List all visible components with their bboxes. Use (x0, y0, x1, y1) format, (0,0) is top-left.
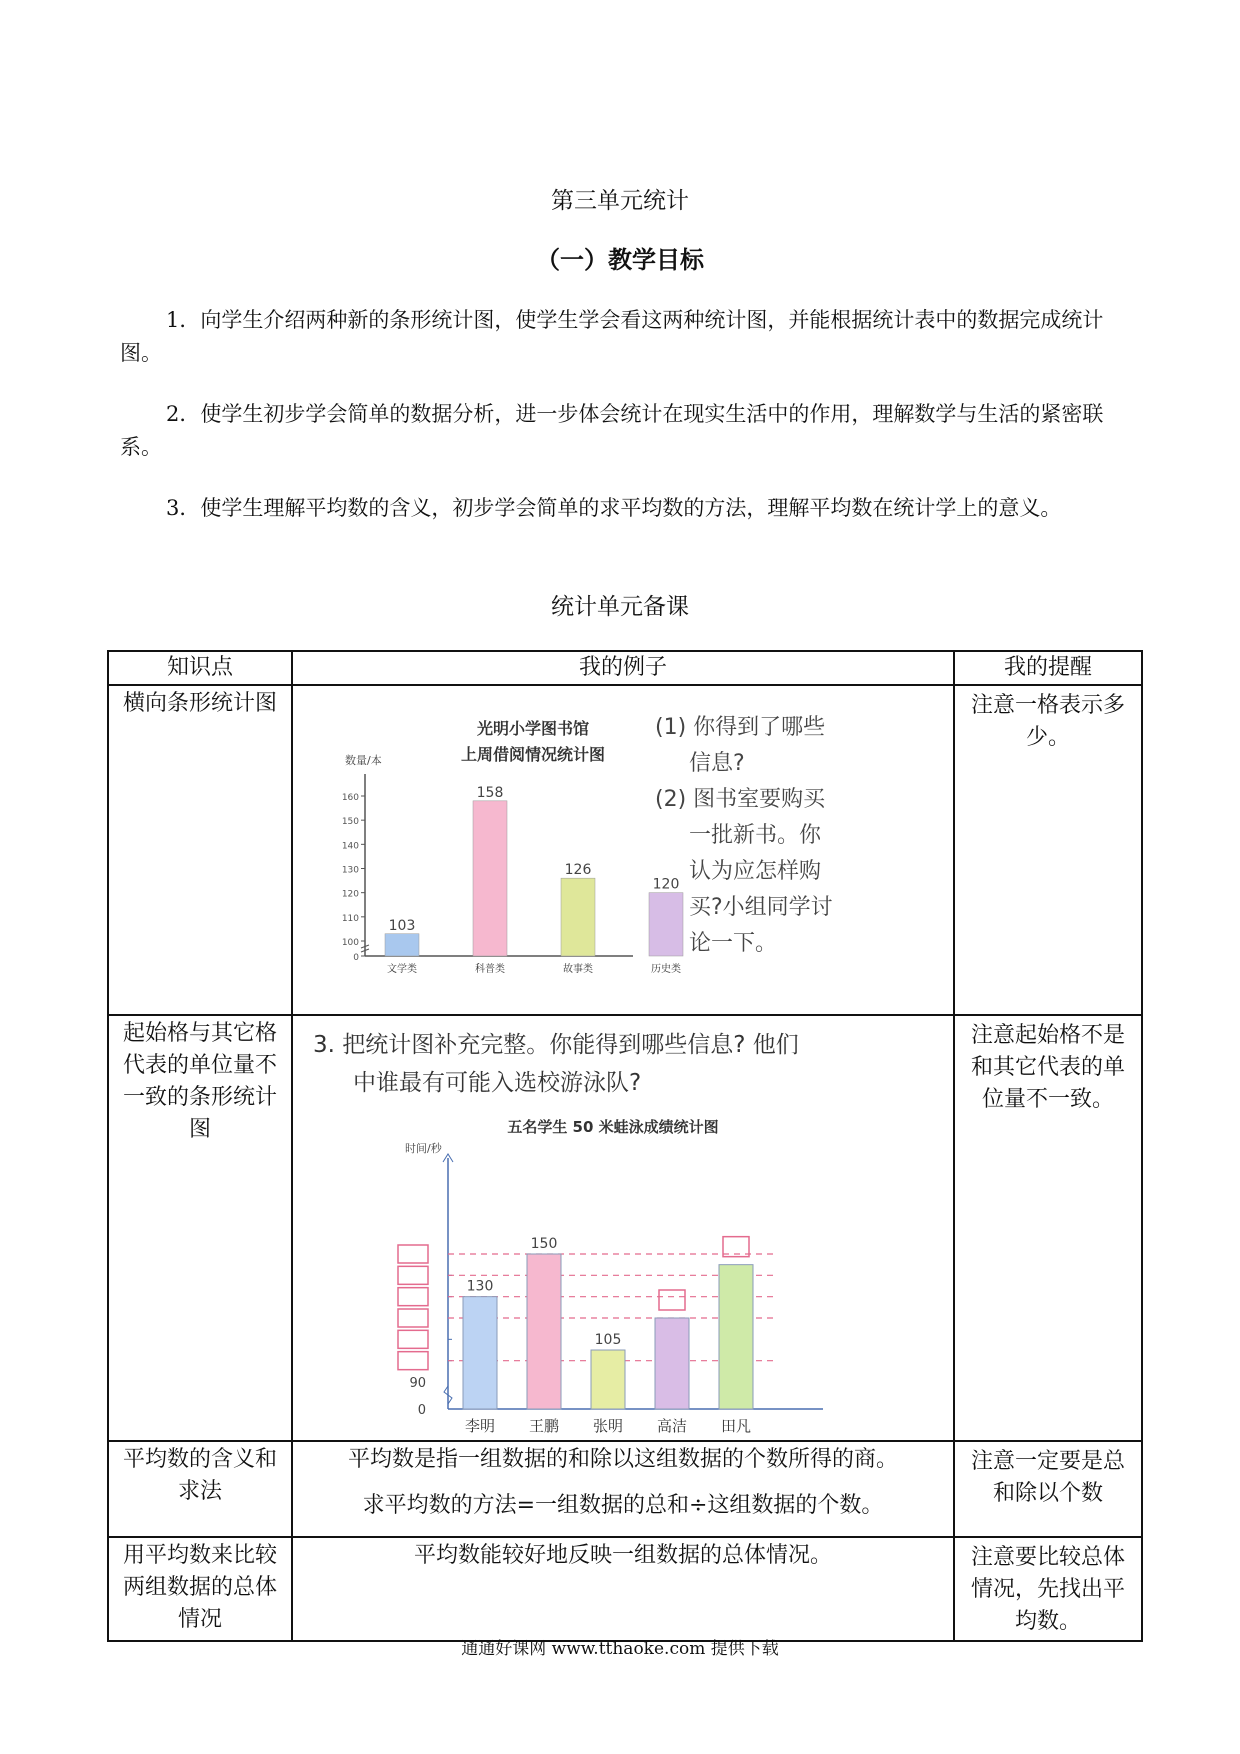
table-title: 统计单元备课 (551, 594, 689, 620)
objective-1: 1．向学生介绍两种新的条形统计图，使学生学会看这两种统计图，并能根据统计表中的数据完成统计图。 (120, 308, 1104, 365)
blank-tick-box (398, 1266, 428, 1284)
blank-tick-box (398, 1309, 428, 1327)
x-tick-label: 张明 (592, 1417, 624, 1435)
example-cell (292, 1441, 954, 1537)
y-tick-label: 140 (341, 841, 359, 852)
question-text: 买?小组同学讨 (689, 895, 833, 920)
data-label: 150 (530, 1236, 558, 1252)
blank-tick-box (398, 1330, 428, 1348)
y-tick-label: 130 (341, 865, 359, 876)
x-tick-label: 王鹏 (528, 1417, 560, 1435)
blank-value-box (659, 1290, 685, 1310)
question-text: 一批新书。你 (689, 823, 822, 848)
bar (655, 1318, 689, 1409)
y-tick-label: 100 (341, 938, 359, 948)
topic-cell: 横向条形统计图 (108, 685, 292, 1015)
average-definition: 平均数是指一组数据的和除以这组数据的个数所得的商。 (347, 1447, 898, 1472)
x-tick-label: 历史类 (651, 964, 681, 975)
tip-cell: 注意一格表示多少。 (954, 685, 1142, 1015)
table-row (108, 1015, 1142, 1441)
table-row (108, 1441, 1142, 1537)
bar (527, 1254, 561, 1409)
section-title: （一）教学目标 (536, 245, 704, 274)
table-header-row (108, 651, 1142, 685)
data-label: 126 (564, 862, 592, 879)
table-row (108, 685, 1142, 1015)
bar (649, 893, 683, 956)
y-tick-label: 0 (353, 953, 359, 963)
objective-3: 3．使学生理解平均数的含义，初步学会简单的求平均数的方法，理解平均数在统计学上的意义。 (166, 496, 1062, 520)
y-tick-label: 0 (417, 1403, 426, 1418)
topic-cell: 起始格与其它格代表的单位量不一致的条形统计图 (108, 1015, 292, 1441)
example-cell: 平均数能较好地反映一组数据的总体情况。 (292, 1537, 954, 1641)
x-tick-label: 李明 (464, 1417, 496, 1435)
y-tick-label: 160 (341, 793, 359, 803)
tip-cell: 注意一定要是总和除以个数 (954, 1441, 1142, 1537)
question-text: (1) 你得到了哪些 (655, 715, 826, 740)
bar (385, 934, 419, 956)
topic-cell: 用平均数来比较两组数据的总体情况 (108, 1537, 292, 1641)
chart-title: 光明小学图书馆 (476, 719, 590, 738)
y-tick-label: 150 (341, 817, 359, 828)
chart-title: 五名学生 50 米蛙泳成绩统计图 (507, 1118, 719, 1136)
y-tick-label: 90 (409, 1376, 426, 1391)
y-axis-label: 时间/秒 (405, 1142, 442, 1155)
bar (719, 1265, 753, 1409)
x-tick-label: 科普类 (475, 964, 505, 975)
bar (463, 1297, 497, 1409)
example-cell (292, 685, 954, 1015)
swim-bar-chart (293, 1016, 937, 1438)
table-row (108, 1537, 1142, 1641)
blank-tick-box (398, 1288, 428, 1306)
question-text: 信息? (689, 751, 745, 776)
data-label: 103 (388, 917, 416, 934)
blank-tick-box (398, 1352, 428, 1370)
x-tick-label: 田凡 (720, 1417, 752, 1435)
y-axis-label: 数量/本 (345, 754, 382, 767)
chart-title: 上周借阅情况统计图 (460, 745, 606, 764)
lesson-table (107, 650, 1143, 1642)
y-tick-label: 120 (341, 889, 359, 900)
bar (561, 878, 595, 956)
bar (473, 801, 507, 956)
x-tick-label: 故事类 (563, 964, 593, 975)
question-text: 论一下。 (689, 931, 778, 956)
tip-cell: 注意起始格不是和其它代表的单位量不一致。 (954, 1015, 1142, 1441)
average-method: 求平均数的方法=一组数据的总和÷这组数据的个数。 (362, 1493, 884, 1518)
example-cell (292, 1015, 954, 1441)
data-label: 105 (594, 1332, 622, 1348)
footer: 通通好课网 www.tthaoke.com 提供下载 (461, 1639, 779, 1659)
question-text: (2) 图书室要购买 (655, 787, 826, 812)
header-tip: 我的提醒 (954, 651, 1142, 685)
data-label: 158 (476, 784, 504, 801)
question-text: 认为应怎样购 (689, 859, 822, 884)
data-label: 120 (652, 876, 680, 893)
data-label: 130 (466, 1278, 494, 1295)
topic-cell: 平均数的含义和求法 (108, 1441, 292, 1537)
doc-title: 第三单元统计 (551, 188, 689, 214)
blank-tick-box (398, 1245, 428, 1263)
tip-cell: 注意要比较总体情况，先找出平均数。 (954, 1537, 1142, 1641)
header-topic: 知识点 (108, 651, 292, 685)
header-example: 我的例子 (292, 651, 954, 685)
x-tick-label: 文学类 (387, 964, 417, 975)
question-text: 3. 把统计图补充完整。你能得到哪些信息? 他们 (313, 1032, 799, 1058)
y-tick-label: 110 (341, 913, 359, 924)
library-bar-chart (293, 686, 937, 1012)
objective-2: 2．使学生初步学会简单的数据分析，进一步体会统计在现实生活中的作用，理解数学与生活的紧密联系。 (120, 402, 1104, 459)
question-text: 中谁最有可能入选校游泳队? (353, 1070, 642, 1096)
x-tick-label: 高洁 (656, 1417, 688, 1435)
bar (591, 1350, 625, 1409)
